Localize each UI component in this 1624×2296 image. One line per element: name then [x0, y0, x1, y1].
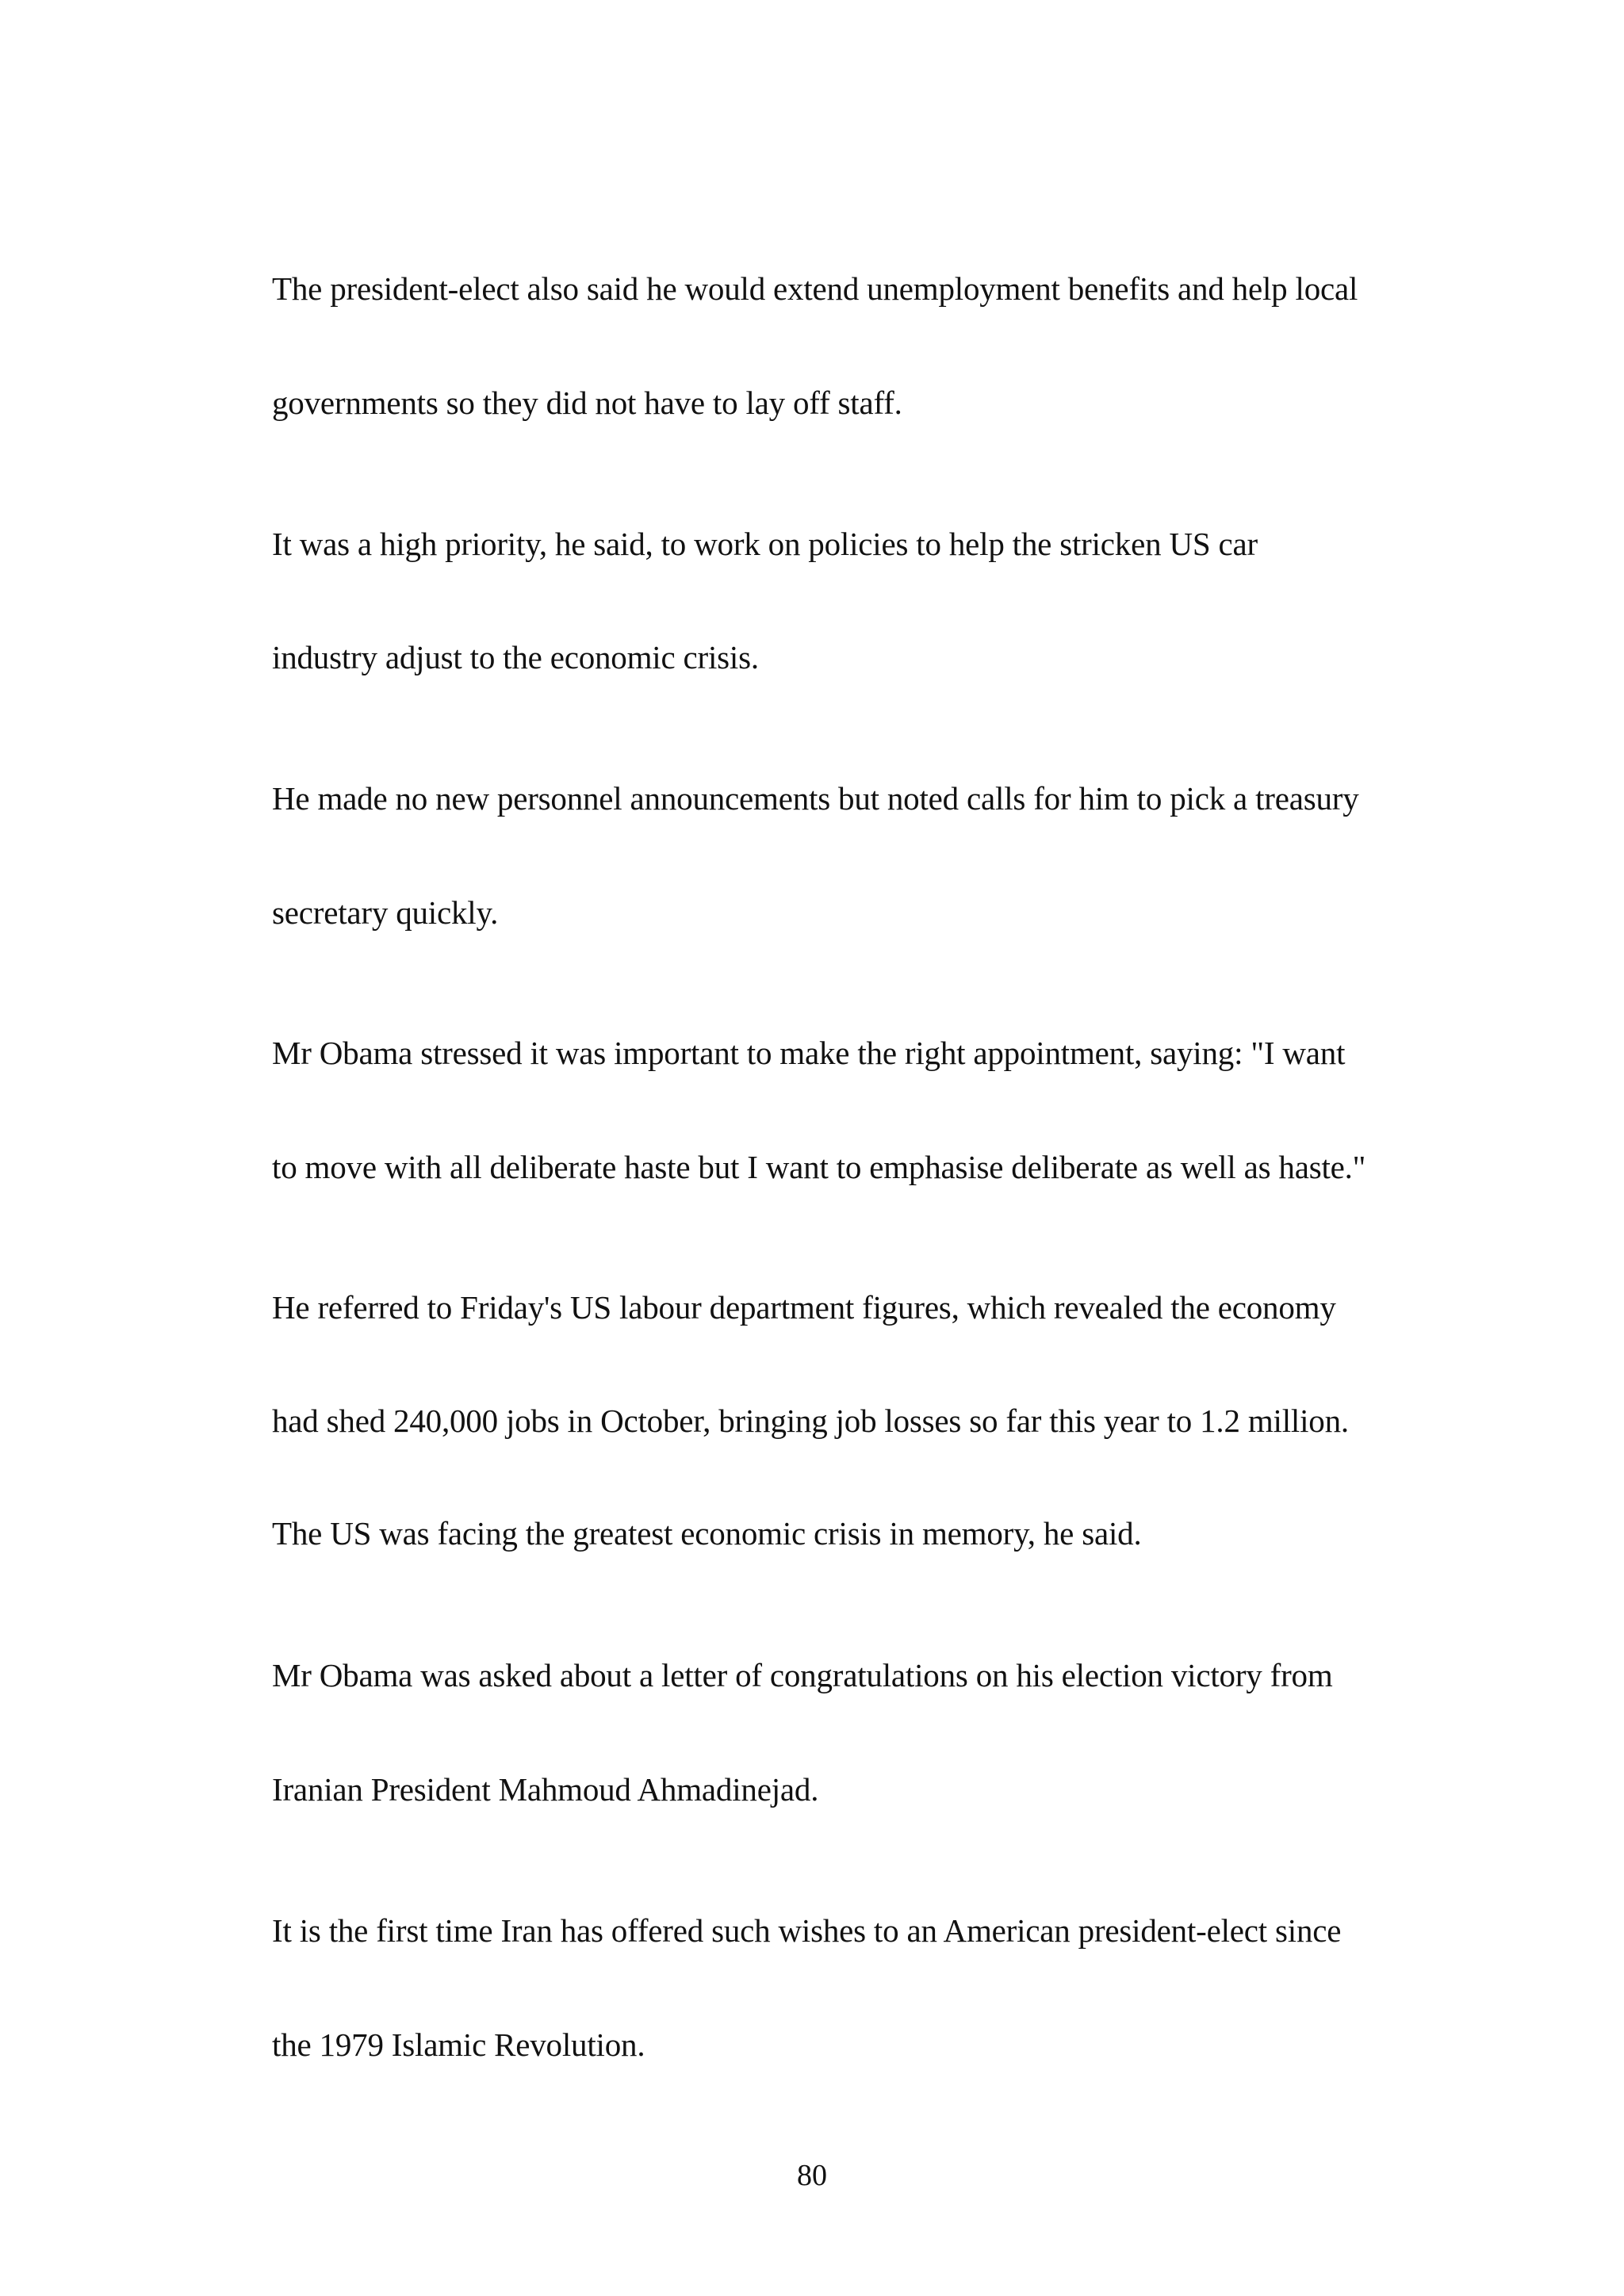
paragraph-5-line-3: The US was facing the greatest economic crisis in memory, he said. [272, 1515, 1142, 1552]
paragraph-4-line-2: to move with all deliberate haste but I want to emphasise deliberate as well as haste." [272, 1149, 1366, 1185]
page-number: 80 [797, 2159, 827, 2192]
paragraph-6-line-1: Mr Obama was asked about a letter of congratulations on his election victory from [272, 1657, 1333, 1693]
paragraph-3-line-2: secretary quickly. [272, 894, 499, 931]
paragraph-6-line-2: Iranian President Mahmoud Ahmadinejad. [272, 1771, 819, 1808]
paragraph-5-line-1: He referred to Friday's US labour department figures, which revealed the economy [272, 1289, 1336, 1326]
paragraph-4-line-1: Mr Obama stressed it was important to make the right appointment, saying: "I want [272, 1035, 1346, 1071]
paragraph-2-line-1: It was a high priority, he said, to work on policies to help the stricken US car [272, 526, 1258, 562]
paragraph-3-line-1: He made no new personnel announcements but noted calls for him to pick a treasury [272, 780, 1359, 817]
paragraph-5-line-2: had shed 240,000 jobs in October, bringing job losses so far this year to 1.2 million. [272, 1402, 1349, 1439]
paragraph-1-line-1: The president-elect also said he would extend unemployment benefits and help local [272, 270, 1358, 307]
paragraph-7-line-1: It is the first time Iran has offered such wishes to an American president-elect since [272, 1912, 1342, 1949]
paragraph-7-line-2: the 1979 Islamic Revolution. [272, 2026, 645, 2063]
paragraph-2-line-2: industry adjust to the economic crisis. [272, 639, 759, 675]
paragraph-1-line-2: governments so they did not have to lay off staff. [272, 385, 902, 421]
